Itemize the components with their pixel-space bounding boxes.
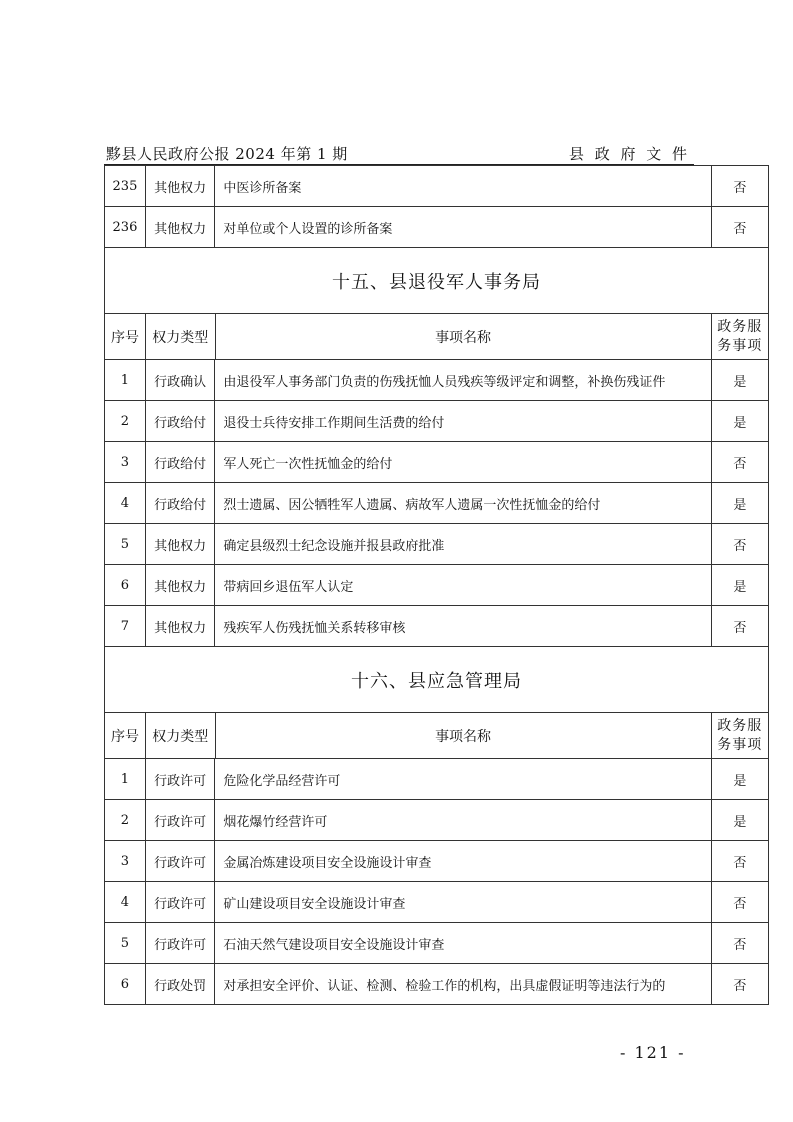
table-row xyxy=(105,840,768,881)
col-header-service-line1: 政务服 xyxy=(717,318,763,335)
col-header-service-line1: 政务服 xyxy=(717,717,763,734)
col-header-number: 序号 xyxy=(110,728,139,745)
row-number: 235 xyxy=(112,178,138,194)
row-service-flag: 是 xyxy=(711,759,768,799)
page-number: - 121 - xyxy=(620,1043,686,1062)
row-service-flag: 是 xyxy=(711,360,768,400)
row-power-type: 行政处罚 xyxy=(145,964,215,1004)
col-header-number: 序号 xyxy=(110,329,139,346)
row-power-type: 其他权力 xyxy=(145,166,215,206)
row-power-type: 行政许可 xyxy=(145,759,215,799)
row-power-type: 行政给付 xyxy=(145,401,215,441)
row-item-name: 中医诊所备案 xyxy=(214,166,710,206)
row-item-name: 退役士兵待安排工作期间生活费的给付 xyxy=(214,401,710,441)
row-number: 236 xyxy=(112,219,138,235)
table-row xyxy=(105,799,768,840)
row-number: 6 xyxy=(120,577,130,593)
table-row xyxy=(105,564,768,605)
table-row xyxy=(105,206,768,247)
row-service-flag: 是 xyxy=(711,483,768,523)
row-item-name: 确定县级烈士纪念设施并报县政府批准 xyxy=(214,524,710,564)
table-row xyxy=(105,165,768,206)
row-item-name: 金属冶炼建设项目安全设施设计审查 xyxy=(214,841,710,881)
section-title: 十六、县应急管理局 xyxy=(105,646,768,712)
column-header-row xyxy=(105,712,768,758)
row-service-flag: 否 xyxy=(711,923,768,963)
table-row xyxy=(105,523,768,564)
row-service-flag: 否 xyxy=(711,207,768,247)
row-power-type: 其他权力 xyxy=(145,606,215,646)
row-service-flag: 否 xyxy=(711,882,768,922)
row-service-flag: 否 xyxy=(711,166,768,206)
col-header-name: 事项名称 xyxy=(215,314,711,359)
power-list-table xyxy=(104,165,769,1005)
row-number: 4 xyxy=(120,894,130,910)
row-power-type: 其他权力 xyxy=(145,524,215,564)
table-row xyxy=(105,963,768,1004)
table-row xyxy=(105,482,768,523)
row-number: 3 xyxy=(120,454,130,470)
row-service-flag: 否 xyxy=(711,964,768,1004)
row-item-name: 军人死亡一次性抚恤金的给付 xyxy=(214,442,710,482)
col-header-service-line2: 务事项 xyxy=(717,337,763,354)
row-item-name: 烈士遗属、因公牺牲军人遗属、病故军人遗属一次性抚恤金的给付 xyxy=(214,483,710,523)
row-item-name: 矿山建设项目安全设施设计审查 xyxy=(214,882,710,922)
column-header-row xyxy=(105,313,768,359)
row-number: 1 xyxy=(120,771,130,787)
row-number: 4 xyxy=(120,495,130,511)
row-service-flag: 否 xyxy=(711,841,768,881)
row-power-type: 行政许可 xyxy=(145,800,215,840)
row-power-type: 行政许可 xyxy=(145,923,215,963)
row-number: 2 xyxy=(120,413,130,429)
section-title: 十五、县退役军人事务局 xyxy=(105,247,768,313)
row-number: 3 xyxy=(120,853,130,869)
row-item-name: 烟花爆竹经营许可 xyxy=(214,800,710,840)
row-service-flag: 是 xyxy=(711,800,768,840)
col-header-name: 事项名称 xyxy=(215,713,711,758)
table-row xyxy=(105,605,768,646)
row-number: 5 xyxy=(120,536,130,552)
col-header-service xyxy=(711,713,768,758)
table-row xyxy=(105,441,768,482)
row-power-type: 行政给付 xyxy=(145,483,215,523)
section-label: 县 政 府 文 件 xyxy=(568,145,690,163)
table-row xyxy=(105,400,768,441)
table-row xyxy=(105,922,768,963)
row-item-name: 对单位或个人设置的诊所备案 xyxy=(214,207,710,247)
col-header-service xyxy=(711,314,768,359)
row-service-flag: 是 xyxy=(711,565,768,605)
row-service-flag: 否 xyxy=(711,606,768,646)
row-service-flag: 否 xyxy=(711,442,768,482)
row-power-type: 其他权力 xyxy=(145,565,215,605)
table-row xyxy=(105,758,768,799)
col-header-service-line2: 务事项 xyxy=(717,736,763,753)
row-number: 5 xyxy=(120,935,130,951)
row-power-type: 行政许可 xyxy=(145,882,215,922)
col-header-type: 权力类型 xyxy=(145,314,215,359)
table-row xyxy=(105,881,768,922)
row-power-type: 行政确认 xyxy=(145,360,215,400)
row-number: 1 xyxy=(120,372,130,388)
row-number: 2 xyxy=(120,812,130,828)
row-item-name: 带病回乡退伍军人认定 xyxy=(214,565,710,605)
row-item-name: 危险化学品经营许可 xyxy=(214,759,710,799)
row-number: 6 xyxy=(120,976,130,992)
row-item-name: 残疾军人伤残抚恤关系转移审核 xyxy=(214,606,710,646)
row-power-type: 行政给付 xyxy=(145,442,215,482)
table-row xyxy=(105,359,768,400)
row-service-flag: 否 xyxy=(711,524,768,564)
col-header-type: 权力类型 xyxy=(145,713,215,758)
page-header xyxy=(104,143,694,165)
row-power-type: 其他权力 xyxy=(145,207,215,247)
row-item-name: 对承担安全评价、认证、检测、检验工作的机构，出具虚假证明等违法行为的 xyxy=(214,964,710,1004)
row-item-name: 石油天然气建设项目安全设施设计审查 xyxy=(214,923,710,963)
row-number: 7 xyxy=(120,618,130,634)
row-service-flag: 是 xyxy=(711,401,768,441)
row-power-type: 行政许可 xyxy=(145,841,215,881)
row-item-name: 由退役军人事务部门负责的伤残抚恤人员残疾等级评定和调整，补换伤残证件 xyxy=(214,360,710,400)
bulletin-title: 黟县人民政府公报 2024 年第 1 期 xyxy=(106,145,348,163)
